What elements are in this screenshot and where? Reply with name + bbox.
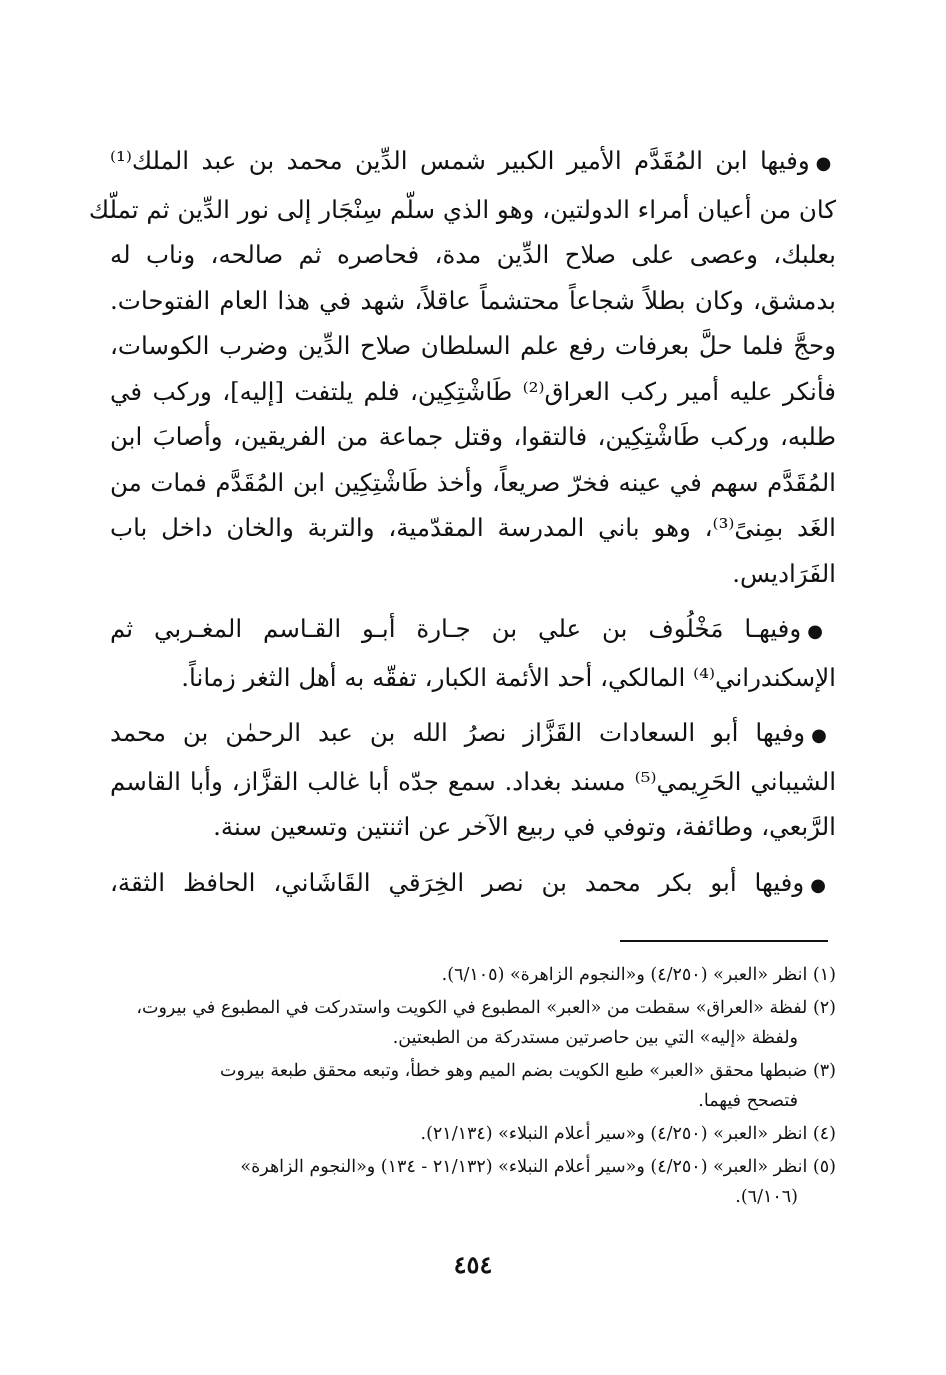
text-line: المُقَدَّم سهم في عينه فخرّ صريعاً، وأخذ طَاشْتِكِين ابن المُقَدَّم فمات من <box>110 467 836 497</box>
text-line: الفَرَاديس. <box>732 558 836 588</box>
text-line: الرَّبعي، وطائفة، وتوفي في ربيع الآخر عن اثنتين وتسعين سنة. <box>213 812 836 841</box>
text-line: كان من أعيان أمراء الدولتين، وهو الذي سلّم سِنْجَار إلى نور الدِّين ثم تملّك <box>88 194 836 224</box>
text-line: طلبه، وركب طَاشْتِكِين، فالتقوا، وقتل جماعة من الفريقين، وأصابَ ابن <box>110 422 836 451</box>
footnote-line: (٤) انظر «العبر» (٤/٢٥٠) و«سير أعلام النبلاء» (٢١/١٣٤). <box>420 1124 836 1144</box>
footnote-5 <box>110 1152 836 1212</box>
footnote-1 <box>110 960 836 990</box>
text-line: بدمشق، وكان بطلاً شجاعاً محتشماً عاقلاً، شهد في هذا العام الفتوحات. <box>110 285 836 315</box>
paragraph-ibn-al-muqaddam <box>88 138 836 596</box>
paragraph-al-qashani <box>110 860 836 909</box>
footnote-line: ولفظة «إليه» التي بين حاصرتين مستدركة من الطبعتين. <box>392 1028 798 1048</box>
footnote-line: (٦/١٠٦). <box>735 1187 798 1207</box>
text-line: الشيباني الحَرِيمي⁽⁵⁾ مسند بغداد. سمع جدّه أبا غالب القزَّاز، وأبا القاسم <box>110 766 837 796</box>
main-text <box>88 138 837 918</box>
footnotes <box>110 960 836 1215</box>
text-line-content: وفيها ابن المُقَدَّم الأمير الكبير شمس الدِّين محمد بن عبد الملك⁽¹⁾ <box>110 146 810 175</box>
bullet-icon: ● <box>810 874 836 896</box>
text-line-content: وفيها أبو بكر محمد بن نصر الخِرَقي القَاشَاني، الحافظ الثقة، <box>110 867 805 897</box>
footnote-4 <box>110 1119 836 1149</box>
footnote-line: (١) انظر «العبر» (٤/٢٥٠) و«النجوم الزاهرة» (٦/١٠٥). <box>441 965 836 985</box>
bullet-icon: ● <box>815 153 836 174</box>
footnote-line: (٢) لفظة «العراق» سقطت من «العبر» المطبوع في الكويت واستدركت في المطبوع في بيروت، <box>136 998 836 1018</box>
text-line-content: وفيها أبو السعادات القَزَّاز نصرُ الله بن عبد الرحمٰن بن محمد <box>110 718 806 747</box>
text-line: الغَد بمِنىً⁽³⁾، وهو باني المدرسة المقدّمية، والتربة والخان داخل باب <box>110 513 836 542</box>
footnote-3 <box>110 1056 836 1116</box>
paragraph-makhluf <box>110 606 836 700</box>
bullet-icon: ● <box>811 725 836 746</box>
text-line: بعلبك، وعصى على صلاح الدِّين مدة، فحاصره ثم صالحه، وناب له <box>110 240 836 269</box>
footnote-line: فتصحح فيهما. <box>698 1091 798 1111</box>
text-line: الإسكندراني⁽⁴⁾ المالكي، أحد الأئمة الكبار، تفقّه به أهل الثغر زماناً. <box>181 662 836 692</box>
text-line: وحجَّ فلما حلَّ بعرفات رفع علم السلطان صلاح الدِّين وضرب الكوسات، <box>110 331 836 360</box>
text-line: فأنكر عليه أمير ركب العراق⁽²⁾ طَاشْتِكِين، فلم يلتفت [إليه]، وركب في <box>110 376 836 406</box>
text-line <box>110 860 836 909</box>
page-number: ٤٥٤ <box>453 1250 493 1279</box>
text-line <box>110 710 836 759</box>
bullet-icon: ● <box>807 621 836 642</box>
footnote-separator <box>620 940 828 942</box>
text-line <box>110 606 836 655</box>
footnote-line: (٣) ضبطها محقق «العبر» طبع الكويت بضم الميم وهو خطأ، وتبعه محقق طبعة بيروت <box>220 1061 836 1081</box>
text-line <box>110 138 836 187</box>
footnote-2 <box>110 993 836 1053</box>
footnote-line: (٥) انظر «العبر» (٤/٢٥٠) و«سير أعلام النبلاء» (٢١/١٣٢ - ١٣٤) و«النجوم الزاهرة» <box>240 1157 836 1177</box>
text-line-content: وفيهـا مَخْلُوف بن علي بن جـارة أبـو القـاسم المغـربي ثم <box>110 614 802 643</box>
paragraph-al-qazzaz <box>110 710 836 850</box>
